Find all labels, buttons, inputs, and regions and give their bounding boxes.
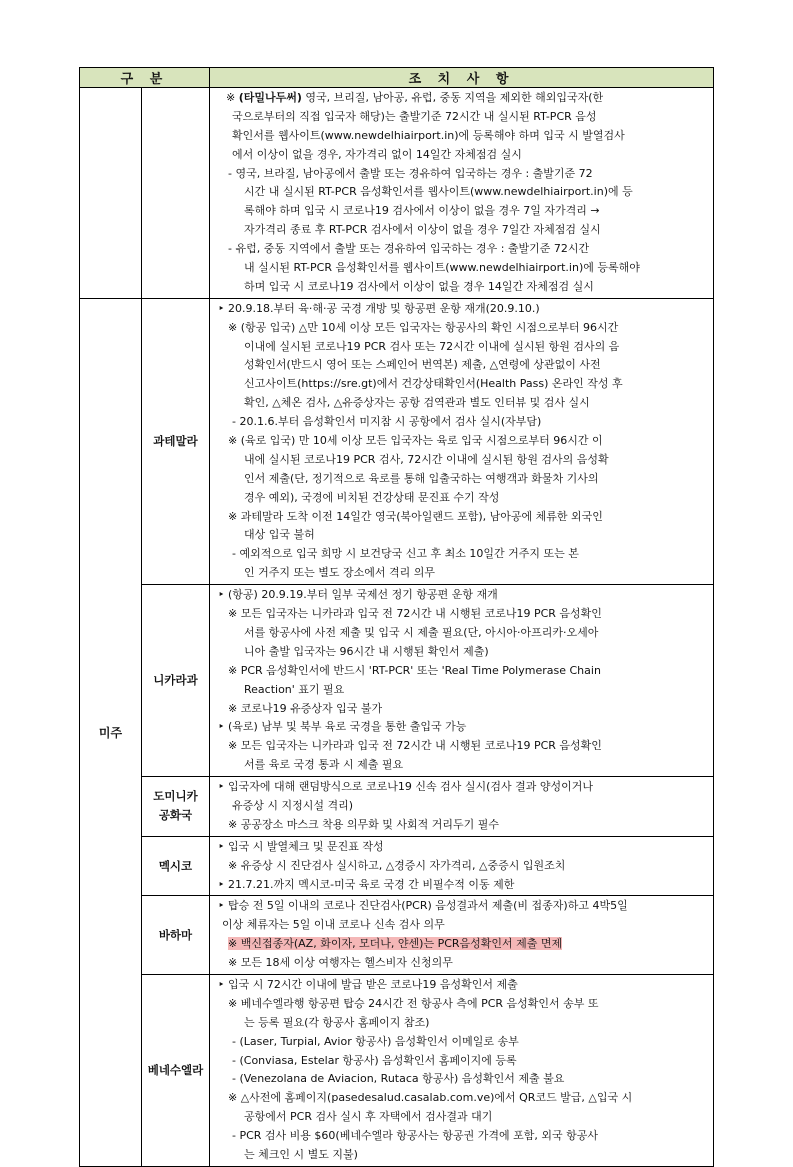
measure-line: ‣ 입국자에 대해 랜덤방식으로 코로나19 신속 검사 실시(검사 결과 양성이거나 bbox=[218, 780, 594, 794]
table-row-continuation bbox=[80, 88, 714, 299]
table-row-bahamas bbox=[80, 896, 714, 975]
measure-line: 공항에서 PCR 검사 실시 후 자택에서 검사결과 대기 bbox=[244, 1110, 493, 1124]
measure-cell bbox=[210, 585, 714, 777]
table-row-guatemala bbox=[80, 298, 714, 584]
country-name-line: 도미니카 bbox=[153, 789, 198, 804]
measure-cell-continuation bbox=[210, 88, 714, 299]
measure-line: 대상 입국 불허 bbox=[244, 528, 315, 542]
measure-line: 서를 육로 국경 통과 시 제출 필요 bbox=[244, 758, 404, 772]
country-name: 바하마 bbox=[142, 896, 210, 975]
measure-line: 확인, △체온 검사, △유증상자는 공항 검역관과 별도 인터뷰 및 검사 실시 bbox=[244, 396, 590, 410]
measure-line: ※ PCR 음성확인서에 반드시 'RT-PCR' 또는 'Real Time Polymerase Chain bbox=[228, 663, 601, 677]
measure-line: 서를 항공사에 사전 제출 및 입국 시 제출 필요(단, 아시아·아프리카·오세아 bbox=[244, 625, 599, 639]
measure-line: ※ 과테말라 도착 이전 14일간 영국(북아일랜드 포함), 남아공에 체류한 외국인 bbox=[228, 509, 603, 523]
measure-line: 신고사이트(https://sre.gt)에서 건강상태확인서(Health Pass) 온라인 작성 후 bbox=[244, 377, 623, 391]
region-cell-empty bbox=[80, 88, 142, 299]
measure-line: 이상 체류자는 5일 이내 코로나 신속 검사 의무 bbox=[222, 918, 445, 932]
measure-cell bbox=[210, 974, 714, 1166]
measure-line: ‣ (육로) 남부 및 북부 육로 국경을 통한 출입국 가능 bbox=[218, 720, 467, 734]
measure-line: 이내에 실시된 코로나19 PCR 검사 또는 72시간 이내에 실시된 항원 검사의 음 bbox=[244, 339, 620, 353]
measure-line: ※ 베네수엘라행 항공편 탑승 24시간 전 항공사 측에 PCR 음성확인서 송부 또 bbox=[228, 996, 599, 1010]
measure-line: 인 거주지 또는 별도 장소에서 격리 의무 bbox=[244, 566, 435, 580]
header-category: 구 분 bbox=[80, 68, 210, 88]
measure-line: Reaction' 표기 필요 bbox=[244, 682, 345, 696]
measure-line: ‣ 탑승 전 5일 이내의 코로나 진단검사(PCR) 음성결과서 제출(비 접종자)하고 4박5일 bbox=[218, 899, 628, 913]
measure-line: ※ 공공장소 마스크 착용 의무화 및 사회적 거리두기 필수 bbox=[228, 817, 499, 831]
table-row-mexico bbox=[80, 836, 714, 896]
measure-line: - (Laser, Turpial, Avior 항공사) 음성확인서 이메일로 송부 bbox=[232, 1034, 519, 1048]
country-name bbox=[142, 777, 210, 837]
country-name: 베네수엘라 bbox=[142, 974, 210, 1166]
measure-line: 는 등록 필요(각 항공사 홈페이지 참조) bbox=[244, 1015, 430, 1029]
region-cell: 미주 bbox=[80, 298, 142, 1166]
measure-cell bbox=[210, 298, 714, 584]
measure-line: ‣ 20.9.18.부터 육·해·공 국경 개방 및 항공편 운항 재개(20.9.10.) bbox=[218, 301, 540, 315]
measure-cell bbox=[210, 836, 714, 896]
measure-line: ※ 모든 입국자는 니카라과 입국 전 72시간 내 시행된 코로나19 PCR 음성확인 bbox=[228, 739, 602, 753]
measure-line: 경우 예외), 국경에 비치된 건강상태 문진표 수기 작성 bbox=[244, 490, 500, 504]
measure-line: ※ (타밀나두써) 영국, 브리질, 남아공, 유럽, 중동 지역을 제외한 해외입국자(한 bbox=[226, 91, 604, 104]
measures-table bbox=[79, 67, 714, 1167]
measure-line: 니아 출발 입국자는 96시간 내 시행된 확인서 제출) bbox=[244, 644, 489, 658]
document-page bbox=[79, 67, 714, 1167]
measure-line: 성확인서(반드시 영어 또는 스페인어 번역본) 제출, △연령에 상관없이 사전 bbox=[244, 358, 601, 372]
measure-line: 시간 내 실시된 RT-PCR 음성확인서를 웹사이트(www.newdelhiairport.in)에 등 bbox=[244, 185, 633, 199]
measure-line: ※ 모든 입국자는 니카라과 입국 전 72시간 내 시행된 코로나19 PCR 음성확인 bbox=[228, 607, 602, 621]
measure-line: - (Venezolana de Aviacion, Rutaca 항공사) 음성확인서 제출 불요 bbox=[232, 1072, 565, 1086]
measure-cell bbox=[210, 896, 714, 975]
measure-line: - (Conviasa, Estelar 항공사) 음성확인서 홈페이지에 등록 bbox=[232, 1053, 517, 1067]
measure-line: 하며 입국 시 코로나19 검사에서 이상이 없을 경우 14일간 자체점검 실시 bbox=[244, 279, 594, 293]
country-cell-empty bbox=[142, 88, 210, 299]
measure-line: ※ 코로나19 유증상자 입국 불가 bbox=[228, 701, 383, 715]
country-name-line: 공화국 bbox=[158, 808, 193, 823]
country-name: 과테말라 bbox=[142, 298, 210, 584]
measure-line: 는 체크인 시 별도 지불) bbox=[244, 1147, 358, 1161]
measure-line: ‣ 입국 시 72시간 이내에 발급 받은 코로나19 음성확인서 제출 bbox=[218, 977, 518, 991]
measure-line: ※ (육로 입국) 만 10세 이상 모든 입국자는 육로 입국 시점으로부터 96시간 이 bbox=[228, 434, 603, 448]
measure-line: ‣ (항공) 20.9.19.부터 일부 국제선 정기 항공편 운항 재개 bbox=[218, 588, 498, 602]
measure-line: 록해야 하며 입국 시 코로나19 검사에서 이상이 없을 경우 7일 자가격리 → bbox=[244, 204, 600, 218]
measure-line: ※ △사전에 홈페이지(pasedesalud.casalab.com.ve)에서 QR코드 발급, △입국 시 bbox=[228, 1091, 633, 1105]
measure-line: ‣ 21.7.21.까지 멕시코-미국 육로 국경 간 비필수적 이동 제한 bbox=[218, 877, 515, 891]
table-row-venezuela bbox=[80, 974, 714, 1166]
measure-line-text: 영국, 브리질, 남아공, 유럽, 중동 지역을 제외한 해외입국자(한 bbox=[305, 91, 604, 104]
table-header-row bbox=[80, 68, 714, 88]
measure-line: 자가격리 종료 후 RT-PCR 검사에서 이상이 없을 경우 7일간 자체점검 실시 bbox=[244, 223, 601, 237]
highlighted-text: ※ 백신접종자(AZ, 화이자, 모더나, 얀센)는 PCR음성확인서 제출 면제 bbox=[228, 937, 563, 951]
country-name: 멕시코 bbox=[142, 836, 210, 896]
measure-line: 내에 실시된 코로나19 PCR 검사, 72시간 이내에 실시된 항원 검사의 음성확 bbox=[244, 452, 609, 466]
measure-line-highlighted bbox=[214, 935, 709, 954]
table-row-nicaragua bbox=[80, 585, 714, 777]
header-measures: 조 치 사 항 bbox=[210, 68, 714, 88]
measure-line: 인서 제출(단, 정기적으로 육로를 통해 입출국하는 여행객과 화물차 기사의 bbox=[244, 471, 599, 485]
measure-line: - 유럽, 중동 지역에서 출발 또는 경유하여 입국하는 경우 : 출발기준 72시간 bbox=[228, 242, 590, 256]
measure-line: ※ (항공 입국) △만 10세 이상 모든 입국자는 항공사의 확인 시점으로부터 96시간 bbox=[228, 320, 619, 334]
measure-line: - 예외적으로 입국 희망 시 보건당국 신고 후 최소 10일간 거주지 또는 본 bbox=[232, 547, 579, 561]
measure-line: 에서 이상이 없을 경우, 자가격리 없이 14일간 자체점검 실시 bbox=[232, 147, 522, 161]
measure-line: 국으로부터의 직접 입국자 해당)는 출발기준 72시간 내 실시된 RT-PCR 음성 bbox=[232, 109, 597, 123]
measure-line: 유증상 시 지정시설 격리) bbox=[232, 798, 354, 812]
table-row-dominican-republic bbox=[80, 777, 714, 837]
measure-line: - 20.1.6.부터 음성확인서 미지참 시 공항에서 검사 실시(자부담) bbox=[232, 415, 542, 429]
measure-line: - 영국, 브라질, 남아공에서 출발 또는 경유하여 입국하는 경우 : 출발기준 72 bbox=[228, 166, 593, 180]
measure-line: ※ 유증상 시 진단검사 실시하고, △경증시 자가격리, △중증시 입원조치 bbox=[228, 858, 566, 872]
measure-line: ※ 모든 18세 이상 여행자는 헬스비자 신청의무 bbox=[228, 956, 453, 970]
measure-line: ‣ 입국 시 발열체크 및 문진표 작성 bbox=[218, 839, 384, 853]
measure-line: 내 실시된 RT-PCR 음성확인서를 웹사이트(www.newdelhiairport.in)에 등록해야 bbox=[244, 261, 640, 275]
country-name: 니카라과 bbox=[142, 585, 210, 777]
measure-line: - PCR 검사 비용 $60(베네수엘라 항공사는 항공권 가격에 포함, 외국 항공사 bbox=[232, 1129, 598, 1143]
measure-line: 확인서를 웹사이트(www.newdelhiairport.in)에 등록해야 하며 입국 시 발열검사 bbox=[232, 128, 625, 142]
measure-cell bbox=[210, 777, 714, 837]
